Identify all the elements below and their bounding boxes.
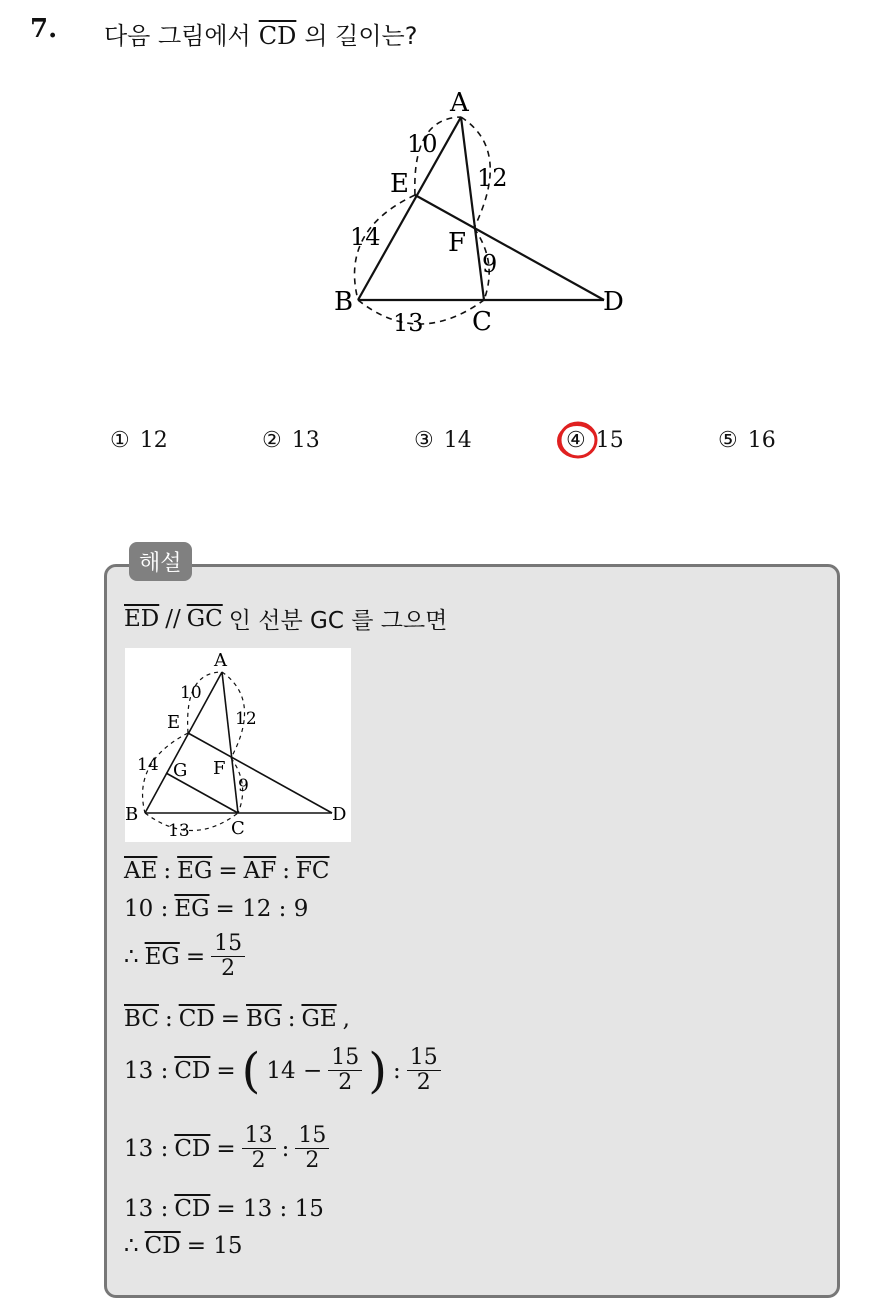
eq6-fraction-1 [242,1124,276,1173]
solution-line-1 [124,602,447,635]
length-FC: 9 [482,250,498,278]
eq5-equals: = [216,1057,236,1084]
choice-2-mark: ② [262,428,282,453]
eq6-equals: = [216,1135,236,1162]
segment-AC [461,117,484,300]
sol-length-AF: 12 [235,709,257,729]
choice-2[interactable] [262,428,320,453]
eq5-num2: 15 [407,1046,441,1071]
eq7-pre: 13 : [124,1196,169,1222]
eq6-num: 13 [242,1124,276,1149]
solution-line-1-text: 인 선분 GC 를 그으면 [228,608,448,634]
question-segment: $\overline{CD}$ [258,22,297,50]
choice-1[interactable] [110,428,168,453]
eq5-inner: 14 − [266,1057,323,1084]
sol-segment-AC [222,672,238,813]
point-C-label: C [472,307,492,337]
eq2-seg: $\overline{EG}$ [174,896,210,922]
eq6-num2: 15 [295,1124,329,1149]
eq7-post: = 13 : 15 [216,1196,324,1222]
eq8-seg: $\overline{CD}$ [144,1233,181,1259]
eq5-close-paren: ) [368,1042,387,1099]
eq4-tail: , [342,1006,350,1032]
eq4-b: $\overline{CD}$ [178,1006,215,1032]
eq3-seg: $\overline{EG}$ [144,943,180,970]
choice-4[interactable] [566,428,624,453]
eq6-seg: $\overline{CD}$ [174,1135,211,1162]
sol-point-A: A [214,650,227,671]
eq4-colon1: : [164,1006,173,1032]
choice-1-mark: ① [110,428,130,453]
eq1-colon1: : [163,858,172,884]
eq1-colon2: : [282,858,290,884]
seg-GC: $\overline{GC}$ [186,605,223,632]
eq3-num: 15 [211,932,245,957]
parallel-symbol: // [165,605,181,632]
eq3-den: 2 [221,956,236,982]
sol-point-G: G [173,760,188,781]
sol-arc-BC [145,813,238,831]
sol-length-EB: 14 [137,755,159,775]
choice-3[interactable] [414,428,472,453]
sol-length-AE: 10 [180,683,202,703]
point-D-label: D [603,287,624,317]
choice-5-value: 16 [747,428,776,453]
eq6-colon: : [281,1135,290,1162]
eq5-fraction-2 [407,1046,441,1095]
question-text-after: 의 길이는? [304,22,418,50]
eq5-colon: : [392,1057,401,1084]
sol-point-D: D [332,804,347,825]
sol-point-B: B [125,804,139,825]
eq2-pre: 10 : [124,896,169,922]
point-E-label: E [390,169,409,199]
selected-circle-icon [556,418,600,462]
eq5-open-paren: ( [241,1042,261,1099]
sol-point-E: E [167,712,181,733]
sol-point-C: C [231,818,245,839]
solution-eq-1 [124,858,330,884]
choice-4-mark: ④ [566,428,586,453]
solution-figure [125,648,351,842]
choice-3-mark: ③ [414,428,434,453]
point-A-label: A [450,88,469,118]
choice-4-mark-wrap [566,428,586,453]
eq1-a: $\overline{AE}$ [124,858,158,884]
eq1-d: $\overline{FC}$ [295,858,330,884]
choice-4-value: 15 [595,428,624,453]
eq3-equals: = [185,943,206,970]
segment-ED [415,195,604,300]
eq1-c: $\overline{AF}$ [243,858,277,884]
eq3-therefore: ∴ [124,943,139,970]
length-BC: 13 [393,309,424,337]
solution-eq-6 [124,1124,329,1173]
eq3-fraction [211,932,245,981]
length-AF: 12 [477,164,508,192]
sol-point-F: F [213,758,226,779]
solution-eq-7 [124,1196,324,1222]
eq7-seg: $\overline{CD}$ [174,1196,211,1222]
eq6-den2: 2 [305,1148,320,1174]
solution-eq-8 [124,1233,243,1259]
eq8-therefore: ∴ [124,1233,139,1259]
eq5-den2: 2 [416,1070,431,1096]
eq1-b: $\overline{EG}$ [177,858,213,884]
main-figure [330,84,640,344]
choice-5-mark: ⑤ [718,428,738,453]
eq2-post: = 12 : 9 [215,896,309,922]
eq5-num: 15 [328,1046,362,1071]
eq6-fraction-2 [295,1124,329,1173]
solution-tag: 해설 [129,542,192,581]
point-F-label: F [448,228,467,258]
eq4-a: $\overline{BC}$ [124,1006,159,1032]
sol-length-FC: 9 [238,776,249,796]
eq8-post: = 15 [186,1233,243,1259]
choice-5[interactable] [718,428,776,453]
solution-eq-4 [124,1006,350,1032]
choice-2-value: 13 [291,428,320,453]
seg-ED: $\overline{ED}$ [124,605,160,632]
eq4-colon2: : [287,1006,296,1032]
solution-eq-3 [124,932,245,981]
eq6-pre: 13 : [124,1135,169,1162]
eq5-den: 2 [338,1070,353,1096]
question-text [104,16,417,51]
eq1-equals: = [218,858,238,884]
sol-length-BC: 13 [168,821,190,841]
point-B-label: B [334,287,354,317]
solution-eq-2 [124,896,308,922]
length-AE: 10 [407,130,438,158]
choice-3-value: 14 [443,428,472,453]
solution-eq-5 [124,1042,441,1099]
eq6-den: 2 [251,1148,266,1174]
length-EB: 14 [350,223,381,251]
answer-choices [0,428,884,462]
choice-1-value: 12 [139,428,168,453]
eq5-pre: 13 : [124,1057,169,1084]
question-text-before: 다음 그림에서 [104,22,251,50]
eq4-equals: = [220,1006,241,1032]
eq5-fraction-1 [328,1046,362,1095]
sol-segment-ED [188,733,332,813]
eq4-c: $\overline{BG}$ [246,1006,282,1032]
eq4-d: $\overline{GE}$ [301,1006,337,1032]
question-number: 7. [30,14,58,44]
eq5-seg: $\overline{CD}$ [174,1057,211,1084]
